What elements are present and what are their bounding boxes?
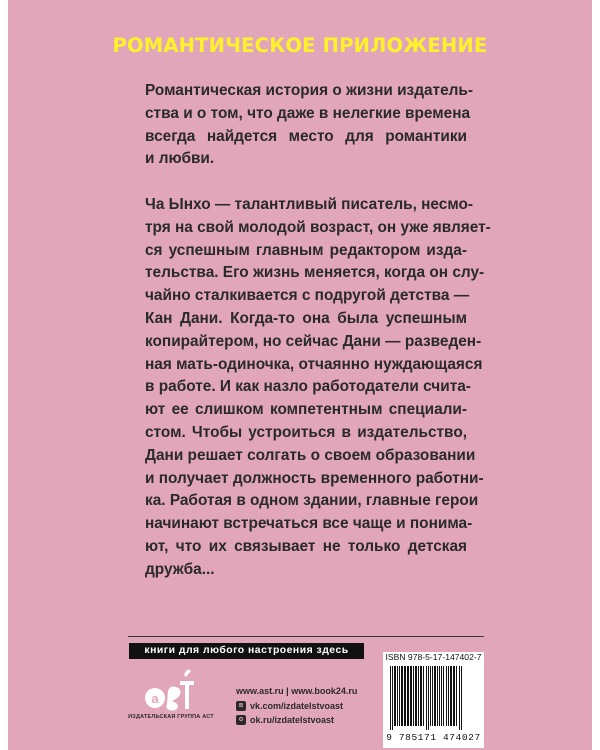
- barcode-bar: [453, 666, 455, 726]
- barcode-bar: [443, 666, 444, 726]
- ast-logo-icon: [136, 665, 206, 713]
- barcode-bar: [420, 666, 422, 726]
- text-line: дружба...: [145, 560, 215, 578]
- barcode-bar: [459, 666, 460, 730]
- text-line: ная мать-одиночка, отчаянно нуждающаяся: [145, 355, 483, 373]
- barcode-bar: [399, 666, 400, 726]
- text-line: ся успешным главным редактором изда-: [145, 241, 467, 259]
- barcode-bar: [437, 666, 438, 726]
- barcode-bar: [413, 666, 414, 726]
- text-line: ка. Работая в одном здании, главные герои: [145, 492, 479, 510]
- isbn-label: ISBN 978-5-17-147402-7: [385, 652, 482, 662]
- synopsis-paragraph: [145, 194, 491, 582]
- barcode-bar: [423, 666, 424, 726]
- barcode-bar: [432, 666, 433, 726]
- barcode-bar: [401, 666, 403, 726]
- ok-icon: о: [236, 715, 246, 725]
- barcode-panel: [383, 652, 484, 748]
- publisher-links: [236, 683, 357, 727]
- website-link[interactable]: www.ast.ru | www.book24.ru: [236, 686, 358, 696]
- barcode-bar: [441, 666, 442, 726]
- barcode-bar: [410, 666, 412, 726]
- svg-text:a: a: [151, 691, 159, 706]
- section-heading: РОМАНТИЧЕСКОЕ ПРИЛОЖЕНИЕ: [112, 34, 488, 57]
- barcode-bar: [428, 666, 429, 730]
- barcode-bar: [461, 666, 462, 730]
- barcode-bar: [404, 666, 406, 726]
- text-line: ства и о том, что даже в нелегкие времена: [145, 104, 471, 122]
- barcode-bar: [439, 666, 440, 726]
- barcode-icon: [388, 666, 479, 732]
- vk-row: [236, 699, 357, 713]
- barcode-bar: [446, 666, 447, 726]
- text-line: всегда найдется место для романтики: [145, 127, 467, 145]
- book-back-cover: [8, 0, 592, 750]
- barcode-bar: [390, 666, 391, 730]
- vk-icon: в: [236, 701, 246, 711]
- text-line: и любви.: [145, 150, 215, 168]
- barcode-bar: [394, 666, 396, 726]
- website-row: [236, 683, 357, 699]
- barcode-bar: [407, 666, 409, 726]
- text-line: начинают встречаться все чаще и понима-: [145, 515, 473, 533]
- intro-paragraph: [145, 80, 473, 171]
- text-line: копирайтером, но сейчас Дани — разведен-: [145, 332, 482, 350]
- text-line: ют ее слишком компетентным специали-: [145, 401, 467, 419]
- barcode-bar: [418, 666, 419, 726]
- text-line: Дани решает солгать о своем образовании: [145, 446, 476, 464]
- ok-row: [236, 713, 357, 727]
- barcode-bar: [397, 666, 398, 726]
- text-line: в работе. И как назло работодатели счита-: [145, 378, 471, 396]
- ok-link[interactable]: ok.ru/izdatelstvoast: [250, 715, 335, 725]
- text-line: ют, что их связывает не только детская: [145, 537, 467, 555]
- text-line: стом. Чтобы устроиться в издательство,: [145, 423, 467, 441]
- text-line: Ча Ынхо — талантливый писатель, несмо-: [145, 196, 474, 213]
- text-line: тря на свой молодой возраст, он уже являет-: [145, 218, 491, 236]
- barcode-number: 9 785171 474027: [386, 732, 481, 743]
- publisher-name: ИЗДАТЕЛЬСКАЯ ГРУППА АСТ: [128, 714, 214, 720]
- barcode-bar: [456, 666, 457, 726]
- barcode-bar: [426, 666, 427, 730]
- text-line: чайно сталкивается с подругой детства —: [145, 287, 470, 305]
- footer-divider: [128, 636, 484, 637]
- barcode-bar: [392, 666, 393, 730]
- text-line: Кан Дани. Когда-то она была успешным: [145, 309, 467, 327]
- text-line: тельства. Его жизнь меняется, когда он слу-: [145, 264, 485, 282]
- barcode-bar: [415, 666, 417, 726]
- vk-link[interactable]: vk.com/izdatelstvoast: [250, 701, 344, 711]
- tagline-banner: книги для любого настроения здесь: [129, 643, 364, 659]
- barcode-bar: [430, 666, 431, 726]
- text-line: и получает должность временного работни-: [145, 469, 484, 487]
- barcode-bar: [434, 666, 436, 726]
- text-line: Романтическая история о жизни издатель-: [145, 82, 473, 99]
- barcode-bar: [450, 666, 452, 726]
- barcode-bar: [448, 666, 449, 726]
